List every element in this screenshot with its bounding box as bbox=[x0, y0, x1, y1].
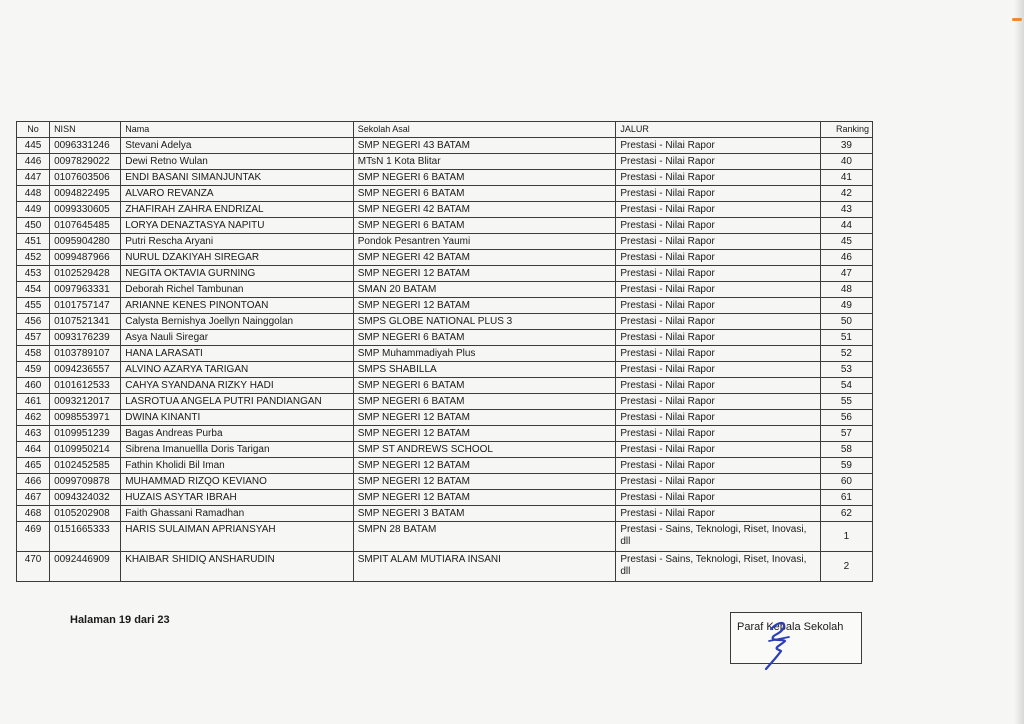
cell-no: 469 bbox=[17, 522, 50, 552]
table-row bbox=[17, 346, 873, 362]
table-row bbox=[17, 458, 873, 474]
cell-nama: Sibrena Imanuellla Doris Tarigan bbox=[121, 442, 354, 458]
table-row bbox=[17, 410, 873, 426]
table-row bbox=[17, 426, 873, 442]
cell-sekolah-asal: SMP NEGERI 3 BATAM bbox=[353, 506, 616, 522]
cell-ranking: 58 bbox=[820, 442, 872, 458]
cell-no: 453 bbox=[17, 266, 50, 282]
cell-nama: Bagas Andreas Purba bbox=[121, 426, 354, 442]
cell-nisn: 0151665333 bbox=[50, 522, 121, 552]
cell-no: 464 bbox=[17, 442, 50, 458]
cell-ranking: 40 bbox=[820, 154, 872, 170]
cell-nisn: 0093212017 bbox=[50, 394, 121, 410]
table-row bbox=[17, 170, 873, 186]
cell-no: 462 bbox=[17, 410, 50, 426]
cell-nisn: 0096331246 bbox=[50, 138, 121, 154]
cell-nama: NEGITA OKTAVIA GURNING bbox=[121, 266, 354, 282]
cell-jalur: Prestasi - Nilai Rapor bbox=[616, 266, 820, 282]
cell-jalur: Prestasi - Nilai Rapor bbox=[616, 314, 820, 330]
cell-jalur: Prestasi - Nilai Rapor bbox=[616, 458, 820, 474]
cell-no: 452 bbox=[17, 250, 50, 266]
cell-ranking: 50 bbox=[820, 314, 872, 330]
cell-no: 460 bbox=[17, 378, 50, 394]
cell-nisn: 0092446909 bbox=[50, 552, 121, 582]
cell-jalur: Prestasi - Nilai Rapor bbox=[616, 442, 820, 458]
cell-sekolah-asal: SMP NEGERI 42 BATAM bbox=[353, 250, 616, 266]
cell-nisn: 0103789107 bbox=[50, 346, 121, 362]
cell-sekolah-asal: MTsN 1 Kota Blitar bbox=[353, 154, 616, 170]
cell-ranking: 59 bbox=[820, 458, 872, 474]
cell-ranking: 49 bbox=[820, 298, 872, 314]
cell-nama: KHAIBAR SHIDIQ ANSHARUDIN bbox=[121, 552, 354, 582]
cell-sekolah-asal: SMP NEGERI 12 BATAM bbox=[353, 474, 616, 490]
table-row bbox=[17, 282, 873, 298]
orange-corner-mark bbox=[1012, 18, 1022, 21]
cell-nama: Deborah Richel Tambunan bbox=[121, 282, 354, 298]
cell-ranking: 53 bbox=[820, 362, 872, 378]
cell-jalur: Prestasi - Nilai Rapor bbox=[616, 362, 820, 378]
cell-ranking: 42 bbox=[820, 186, 872, 202]
table-row bbox=[17, 506, 873, 522]
cell-nama: ALVARO REVANZA bbox=[121, 186, 354, 202]
cell-ranking: 45 bbox=[820, 234, 872, 250]
cell-sekolah-asal: SMP NEGERI 6 BATAM bbox=[353, 218, 616, 234]
cell-sekolah-asal: SMPIT ALAM MUTIARA INSANI bbox=[353, 552, 616, 582]
cell-ranking: 55 bbox=[820, 394, 872, 410]
cell-sekolah-asal: SMP NEGERI 6 BATAM bbox=[353, 186, 616, 202]
table-row bbox=[17, 266, 873, 282]
cell-jalur: Prestasi - Nilai Rapor bbox=[616, 506, 820, 522]
cell-sekolah-asal: SMP NEGERI 12 BATAM bbox=[353, 298, 616, 314]
cell-nisn: 0101757147 bbox=[50, 298, 121, 314]
cell-nama: ENDI BASANI SIMANJUNTAK bbox=[121, 170, 354, 186]
cell-nama: LASROTUA ANGELA PUTRI PANDIANGAN bbox=[121, 394, 354, 410]
cell-ranking: 52 bbox=[820, 346, 872, 362]
table-header-row bbox=[17, 122, 873, 138]
cell-ranking: 57 bbox=[820, 426, 872, 442]
cell-nama: DWINA KINANTI bbox=[121, 410, 354, 426]
cell-jalur: Prestasi - Sains, Teknologi, Riset, Inovasi, dll bbox=[616, 522, 820, 552]
cell-sekolah-asal: SMP ST ANDREWS SCHOOL bbox=[353, 442, 616, 458]
cell-nama: ARIANNE KENES PINONTOAN bbox=[121, 298, 354, 314]
cell-no: 456 bbox=[17, 314, 50, 330]
cell-nisn: 0107521341 bbox=[50, 314, 121, 330]
cell-jalur: Prestasi - Nilai Rapor bbox=[616, 378, 820, 394]
cell-nisn: 0102529428 bbox=[50, 266, 121, 282]
cell-nisn: 0095904280 bbox=[50, 234, 121, 250]
cell-nisn: 0101612533 bbox=[50, 378, 121, 394]
cell-nama: NURUL DZAKIYAH SIREGAR bbox=[121, 250, 354, 266]
cell-nisn: 0094324032 bbox=[50, 490, 121, 506]
cell-sekolah-asal: SMP NEGERI 12 BATAM bbox=[353, 490, 616, 506]
cell-sekolah-asal: SMP NEGERI 12 BATAM bbox=[353, 426, 616, 442]
cell-nisn: 0107603506 bbox=[50, 170, 121, 186]
cell-no: 449 bbox=[17, 202, 50, 218]
principal-initials-box bbox=[730, 612, 862, 664]
cell-nisn: 0107645485 bbox=[50, 218, 121, 234]
cell-jalur: Prestasi - Nilai Rapor bbox=[616, 138, 820, 154]
table-row bbox=[17, 218, 873, 234]
table-row bbox=[17, 330, 873, 346]
cell-jalur: Prestasi - Nilai Rapor bbox=[616, 474, 820, 490]
cell-no: 470 bbox=[17, 552, 50, 582]
table-row bbox=[17, 186, 873, 202]
cell-sekolah-asal: SMPN 28 BATAM bbox=[353, 522, 616, 552]
table-row bbox=[17, 138, 873, 154]
cell-ranking: 60 bbox=[820, 474, 872, 490]
cell-sekolah-asal: SMP NEGERI 12 BATAM bbox=[353, 458, 616, 474]
header-ranking: Ranking bbox=[820, 122, 872, 138]
cell-no: 446 bbox=[17, 154, 50, 170]
cell-nama: Dewi Retno Wulan bbox=[121, 154, 354, 170]
cell-nama: Fathin Kholidi Bil Iman bbox=[121, 458, 354, 474]
cell-sekolah-asal: SMAN 20 BATAM bbox=[353, 282, 616, 298]
header-no: No bbox=[17, 122, 50, 138]
cell-nisn: 0099709878 bbox=[50, 474, 121, 490]
table-row bbox=[17, 362, 873, 378]
cell-sekolah-asal: SMP NEGERI 6 BATAM bbox=[353, 394, 616, 410]
table-row bbox=[17, 154, 873, 170]
cell-jalur: Prestasi - Nilai Rapor bbox=[616, 202, 820, 218]
table-row bbox=[17, 378, 873, 394]
cell-nama: Faith Ghassani Ramadhan bbox=[121, 506, 354, 522]
cell-ranking: 43 bbox=[820, 202, 872, 218]
cell-nisn: 0105202908 bbox=[50, 506, 121, 522]
cell-ranking: 54 bbox=[820, 378, 872, 394]
cell-nisn: 0094822495 bbox=[50, 186, 121, 202]
header-nama: Nama bbox=[121, 122, 354, 138]
cell-ranking: 2 bbox=[820, 552, 872, 582]
cell-sekolah-asal: SMP NEGERI 6 BATAM bbox=[353, 170, 616, 186]
cell-nama: Putri Rescha Aryani bbox=[121, 234, 354, 250]
cell-no: 457 bbox=[17, 330, 50, 346]
cell-jalur: Prestasi - Nilai Rapor bbox=[616, 394, 820, 410]
cell-nisn: 0109951239 bbox=[50, 426, 121, 442]
cell-sekolah-asal: SMP Muhammadiyah Plus bbox=[353, 346, 616, 362]
cell-sekolah-asal: SMP NEGERI 42 BATAM bbox=[353, 202, 616, 218]
cell-nisn: 0097963331 bbox=[50, 282, 121, 298]
cell-jalur: Prestasi - Nilai Rapor bbox=[616, 186, 820, 202]
cell-jalur: Prestasi - Nilai Rapor bbox=[616, 282, 820, 298]
table-body bbox=[17, 138, 873, 582]
cell-nisn: 0102452585 bbox=[50, 458, 121, 474]
table-row bbox=[17, 490, 873, 506]
cell-ranking: 41 bbox=[820, 170, 872, 186]
cell-jalur: Prestasi - Nilai Rapor bbox=[616, 234, 820, 250]
cell-nama: ZHAFIRAH ZAHRA ENDRIZAL bbox=[121, 202, 354, 218]
cell-ranking: 56 bbox=[820, 410, 872, 426]
header-nisn: NISN bbox=[50, 122, 121, 138]
cell-ranking: 1 bbox=[820, 522, 872, 552]
cell-no: 445 bbox=[17, 138, 50, 154]
cell-sekolah-asal: SMP NEGERI 12 BATAM bbox=[353, 266, 616, 282]
cell-ranking: 47 bbox=[820, 266, 872, 282]
cell-nisn: 0109950214 bbox=[50, 442, 121, 458]
cell-ranking: 61 bbox=[820, 490, 872, 506]
cell-nisn: 0099330605 bbox=[50, 202, 121, 218]
cell-no: 467 bbox=[17, 490, 50, 506]
cell-nama: HUZAIS ASYTAR IBRAH bbox=[121, 490, 354, 506]
cell-no: 463 bbox=[17, 426, 50, 442]
table-row bbox=[17, 474, 873, 490]
cell-ranking: 62 bbox=[820, 506, 872, 522]
handwritten-signature bbox=[757, 615, 797, 670]
cell-jalur: Prestasi - Nilai Rapor bbox=[616, 298, 820, 314]
cell-jalur: Prestasi - Nilai Rapor bbox=[616, 330, 820, 346]
cell-nisn: 0094236557 bbox=[50, 362, 121, 378]
cell-sekolah-asal: SMP NEGERI 6 BATAM bbox=[353, 330, 616, 346]
cell-jalur: Prestasi - Nilai Rapor bbox=[616, 154, 820, 170]
student-ranking-table-wrapper bbox=[16, 121, 873, 582]
table-row bbox=[17, 202, 873, 218]
cell-no: 451 bbox=[17, 234, 50, 250]
cell-jalur: Prestasi - Nilai Rapor bbox=[616, 490, 820, 506]
cell-sekolah-asal: SMPS GLOBE NATIONAL PLUS 3 bbox=[353, 314, 616, 330]
table-row bbox=[17, 250, 873, 266]
cell-nama: HARIS SULAIMAN APRIANSYAH bbox=[121, 522, 354, 552]
cell-nama: Asya Nauli Siregar bbox=[121, 330, 354, 346]
cell-jalur: Prestasi - Sains, Teknologi, Riset, Inovasi, dll bbox=[616, 552, 820, 582]
cell-jalur: Prestasi - Nilai Rapor bbox=[616, 250, 820, 266]
cell-no: 447 bbox=[17, 170, 50, 186]
table-row bbox=[17, 442, 873, 458]
cell-ranking: 46 bbox=[820, 250, 872, 266]
cell-no: 448 bbox=[17, 186, 50, 202]
cell-no: 459 bbox=[17, 362, 50, 378]
cell-no: 450 bbox=[17, 218, 50, 234]
cell-sekolah-asal: SMPS SHABILLA bbox=[353, 362, 616, 378]
cell-no: 455 bbox=[17, 298, 50, 314]
cell-no: 458 bbox=[17, 346, 50, 362]
table-row bbox=[17, 234, 873, 250]
cell-nisn: 0097829022 bbox=[50, 154, 121, 170]
cell-sekolah-asal: Pondok Pesantren Yaumi bbox=[353, 234, 616, 250]
cell-ranking: 51 bbox=[820, 330, 872, 346]
cell-no: 465 bbox=[17, 458, 50, 474]
cell-nisn: 0093176239 bbox=[50, 330, 121, 346]
cell-sekolah-asal: SMP NEGERI 43 BATAM bbox=[353, 138, 616, 154]
cell-jalur: Prestasi - Nilai Rapor bbox=[616, 346, 820, 362]
cell-no: 454 bbox=[17, 282, 50, 298]
page-edge-shadow bbox=[1014, 0, 1024, 724]
cell-ranking: 39 bbox=[820, 138, 872, 154]
cell-ranking: 44 bbox=[820, 218, 872, 234]
page-number-label: Halaman 19 dari 23 bbox=[70, 614, 170, 626]
cell-jalur: Prestasi - Nilai Rapor bbox=[616, 426, 820, 442]
table-row bbox=[17, 298, 873, 314]
cell-sekolah-asal: SMP NEGERI 6 BATAM bbox=[353, 378, 616, 394]
cell-nisn: 0099487966 bbox=[50, 250, 121, 266]
student-ranking-table bbox=[16, 121, 873, 582]
cell-nisn: 0098553971 bbox=[50, 410, 121, 426]
header-jalur: JALUR bbox=[616, 122, 820, 138]
table-row bbox=[17, 552, 873, 582]
cell-nama: HANA LARASATI bbox=[121, 346, 354, 362]
cell-nama: MUHAMMAD RIZQO KEVIANO bbox=[121, 474, 354, 490]
table-row bbox=[17, 394, 873, 410]
cell-no: 466 bbox=[17, 474, 50, 490]
cell-jalur: Prestasi - Nilai Rapor bbox=[616, 218, 820, 234]
table-row bbox=[17, 522, 873, 552]
cell-nama: ALVINO AZARYA TARIGAN bbox=[121, 362, 354, 378]
cell-nama: Calysta Bernishya Joellyn Nainggolan bbox=[121, 314, 354, 330]
cell-sekolah-asal: SMP NEGERI 12 BATAM bbox=[353, 410, 616, 426]
cell-ranking: 48 bbox=[820, 282, 872, 298]
cell-nama: LORYA DENAZTASYA NAPITU bbox=[121, 218, 354, 234]
cell-nama: CAHYA SYANDANA RIZKY HADI bbox=[121, 378, 354, 394]
cell-jalur: Prestasi - Nilai Rapor bbox=[616, 410, 820, 426]
cell-no: 461 bbox=[17, 394, 50, 410]
cell-no: 468 bbox=[17, 506, 50, 522]
paraf-label: Paraf Kepala Sekolah bbox=[737, 621, 844, 633]
header-sekolah-asal: Sekolah Asal bbox=[353, 122, 616, 138]
cell-nama: Stevani Adelya bbox=[121, 138, 354, 154]
table-row bbox=[17, 314, 873, 330]
cell-jalur: Prestasi - Nilai Rapor bbox=[616, 170, 820, 186]
